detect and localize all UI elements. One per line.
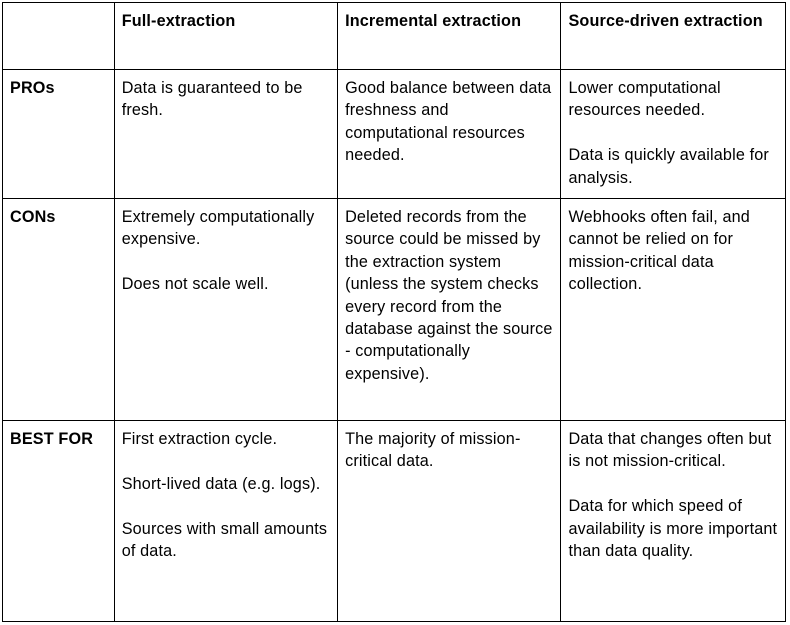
cell-paragraph: Data is quickly available for analysis. xyxy=(568,146,769,187)
row-label-pros: PROs xyxy=(3,70,115,199)
cell-paragraph: Extremely computationally expensive. xyxy=(121,208,315,249)
comparison-table xyxy=(2,2,786,622)
best-for-full-extraction-cell xyxy=(114,421,337,622)
table-header-row xyxy=(3,3,786,70)
row-label-best-for: BEST FOR xyxy=(3,421,115,622)
best-for-source-driven-extraction-cell xyxy=(561,421,786,622)
cons-source-driven-extraction-cell xyxy=(561,199,786,421)
cell-paragraph: Deleted records from the source could be missed by the extraction system (unless the system checks every record from the database against the source - computationally expensive). xyxy=(345,208,553,383)
table-row-pros xyxy=(3,70,786,199)
header-corner-cell xyxy=(3,3,115,70)
pros-source-driven-extraction-cell xyxy=(561,70,786,199)
row-label-cons: CONs xyxy=(3,199,115,421)
pros-incremental-extraction-cell xyxy=(338,70,561,199)
cell-paragraph: Does not scale well. xyxy=(121,275,269,294)
cell-paragraph: Data that changes often but is not mission-critical. xyxy=(568,430,772,471)
cell-paragraph: Lower computational resources needed. xyxy=(568,79,721,120)
table-row-cons xyxy=(3,199,786,421)
cons-incremental-extraction-cell xyxy=(338,199,561,421)
cell-paragraph: Short-lived data (e.g. logs). xyxy=(121,474,321,493)
cell-paragraph: Sources with small amounts of data. xyxy=(121,519,328,560)
header-source-driven-extraction: Source-driven extraction xyxy=(561,3,786,70)
cell-paragraph: The majority of mission-critical data. xyxy=(345,430,521,471)
cell-paragraph: Data is guaranteed to be fresh. xyxy=(121,79,303,120)
cell-paragraph: Data for which speed of availability is more important than data quality. xyxy=(568,497,778,561)
cell-paragraph: Good balance between data freshness and computational resources needed. xyxy=(345,79,552,165)
best-for-incremental-extraction-cell xyxy=(338,421,561,622)
header-full-extraction: Full-extraction xyxy=(114,3,337,70)
cell-paragraph: First extraction cycle. xyxy=(121,430,278,448)
cons-full-extraction-cell xyxy=(114,199,337,421)
table-row-best-for xyxy=(3,421,786,622)
cell-paragraph: Webhooks often fail, and cannot be relied on for mission-critical data collection. xyxy=(568,208,750,294)
header-incremental-extraction: Incremental extraction xyxy=(338,3,561,70)
pros-full-extraction-cell xyxy=(114,70,337,199)
